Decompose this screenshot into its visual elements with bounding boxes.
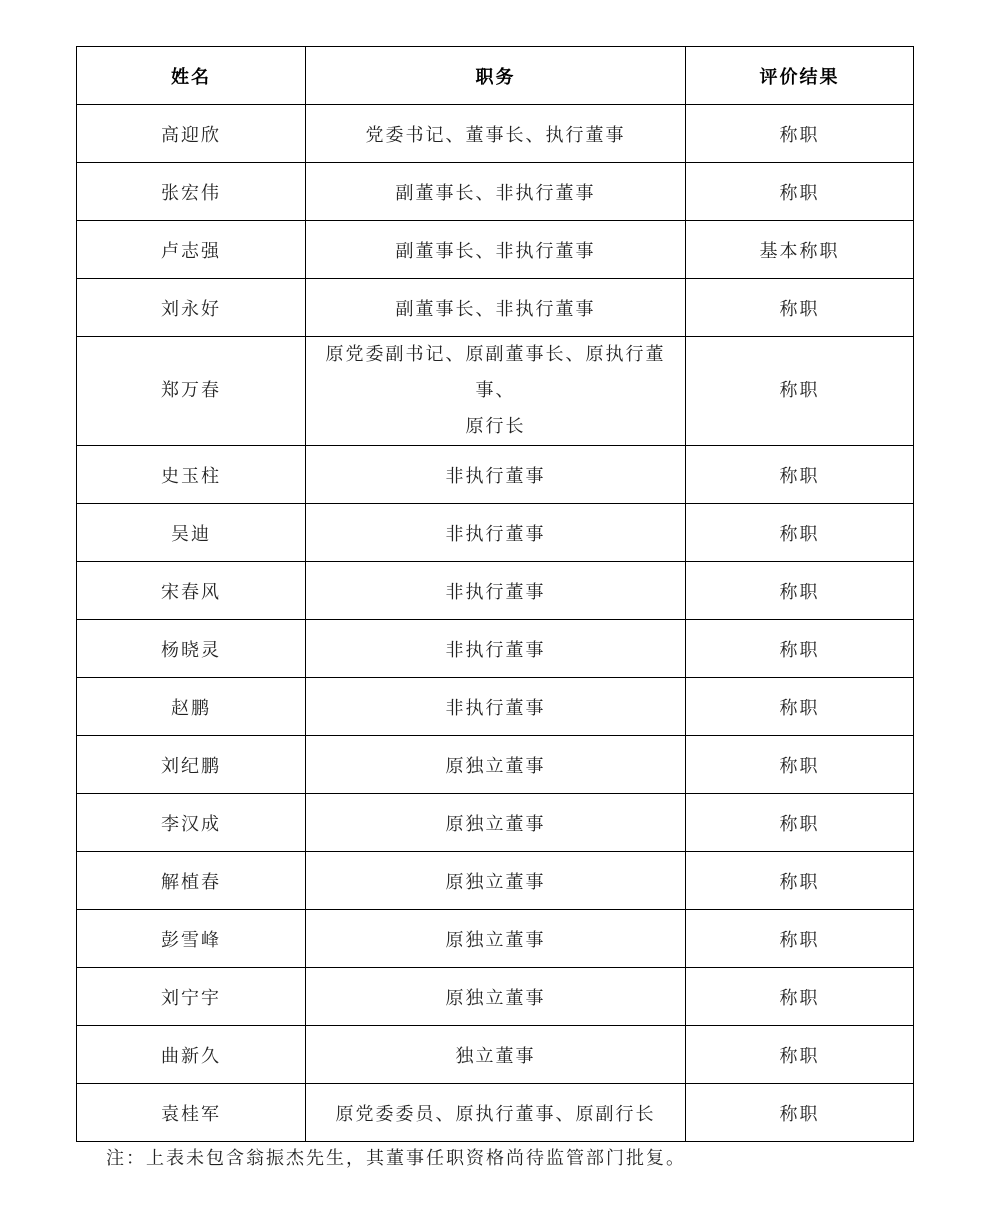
cell-result: 称职	[686, 852, 914, 910]
table-row	[77, 678, 914, 736]
cell-result: 称职	[686, 337, 914, 446]
cell-position: 原独立董事	[306, 794, 686, 852]
cell-name: 史玉柱	[77, 446, 306, 504]
cell-name: 刘纪鹏	[77, 736, 306, 794]
evaluation-table	[76, 46, 914, 1142]
header-result: 评价结果	[686, 47, 914, 105]
cell-name: 曲新久	[77, 1026, 306, 1084]
table-row	[77, 504, 914, 562]
table-row	[77, 794, 914, 852]
header-position: 职务	[306, 47, 686, 105]
cell-name: 刘宁宇	[77, 968, 306, 1026]
cell-name: 高迎欣	[77, 105, 306, 163]
cell-position-line-1: 原党委副书记、原副董事长、原执行董事、	[325, 344, 666, 401]
table-row	[77, 279, 914, 337]
table-row	[77, 736, 914, 794]
cell-position	[306, 337, 686, 446]
cell-name: 刘永好	[77, 279, 306, 337]
cell-result: 称职	[686, 1026, 914, 1084]
cell-result: 称职	[686, 562, 914, 620]
cell-position: 非执行董事	[306, 562, 686, 620]
table-row	[77, 852, 914, 910]
table-row	[77, 910, 914, 968]
cell-position: 原独立董事	[306, 736, 686, 794]
table-row	[77, 1084, 914, 1142]
cell-result: 称职	[686, 504, 914, 562]
cell-position: 原独立董事	[306, 968, 686, 1026]
cell-result: 称职	[686, 620, 914, 678]
cell-result: 称职	[686, 105, 914, 163]
cell-result: 称职	[686, 968, 914, 1026]
cell-position: 副董事长、非执行董事	[306, 279, 686, 337]
table-row	[77, 562, 914, 620]
cell-position: 非执行董事	[306, 504, 686, 562]
table-row	[77, 337, 914, 446]
table-row	[77, 968, 914, 1026]
table-row	[77, 620, 914, 678]
cell-name: 袁桂军	[77, 1084, 306, 1142]
cell-result: 称职	[686, 163, 914, 221]
cell-position: 副董事长、非执行董事	[306, 163, 686, 221]
cell-position: 党委书记、董事长、执行董事	[306, 105, 686, 163]
cell-result: 称职	[686, 279, 914, 337]
evaluation-table-container	[76, 46, 913, 1142]
cell-name: 卢志强	[77, 221, 306, 279]
cell-position-line-2: 原行长	[465, 416, 526, 437]
table-row	[77, 105, 914, 163]
cell-name: 彭雪峰	[77, 910, 306, 968]
cell-result: 称职	[686, 736, 914, 794]
cell-position: 原独立董事	[306, 910, 686, 968]
cell-name: 李汉成	[77, 794, 306, 852]
cell-name: 宋春风	[77, 562, 306, 620]
cell-name: 解植春	[77, 852, 306, 910]
table-footnote: 注：上表未包含翁振杰先生，其董事任职资格尚待监管部门批复。	[106, 1148, 686, 1169]
cell-result: 基本称职	[686, 221, 914, 279]
cell-result: 称职	[686, 678, 914, 736]
cell-result: 称职	[686, 910, 914, 968]
cell-position: 非执行董事	[306, 678, 686, 736]
cell-position: 独立董事	[306, 1026, 686, 1084]
table-row	[77, 221, 914, 279]
cell-position: 非执行董事	[306, 446, 686, 504]
table-row	[77, 446, 914, 504]
cell-position: 原独立董事	[306, 852, 686, 910]
cell-name: 赵鹏	[77, 678, 306, 736]
cell-position: 非执行董事	[306, 620, 686, 678]
table-header-row	[77, 47, 914, 105]
table-row	[77, 163, 914, 221]
cell-position: 副董事长、非执行董事	[306, 221, 686, 279]
cell-name: 张宏伟	[77, 163, 306, 221]
table-row	[77, 1026, 914, 1084]
header-name: 姓名	[77, 47, 306, 105]
cell-result: 称职	[686, 794, 914, 852]
cell-result: 称职	[686, 1084, 914, 1142]
cell-position: 原党委委员、原执行董事、原副行长	[306, 1084, 686, 1142]
cell-name: 郑万春	[77, 337, 306, 446]
cell-name: 杨晓灵	[77, 620, 306, 678]
cell-name: 吴迪	[77, 504, 306, 562]
cell-result: 称职	[686, 446, 914, 504]
